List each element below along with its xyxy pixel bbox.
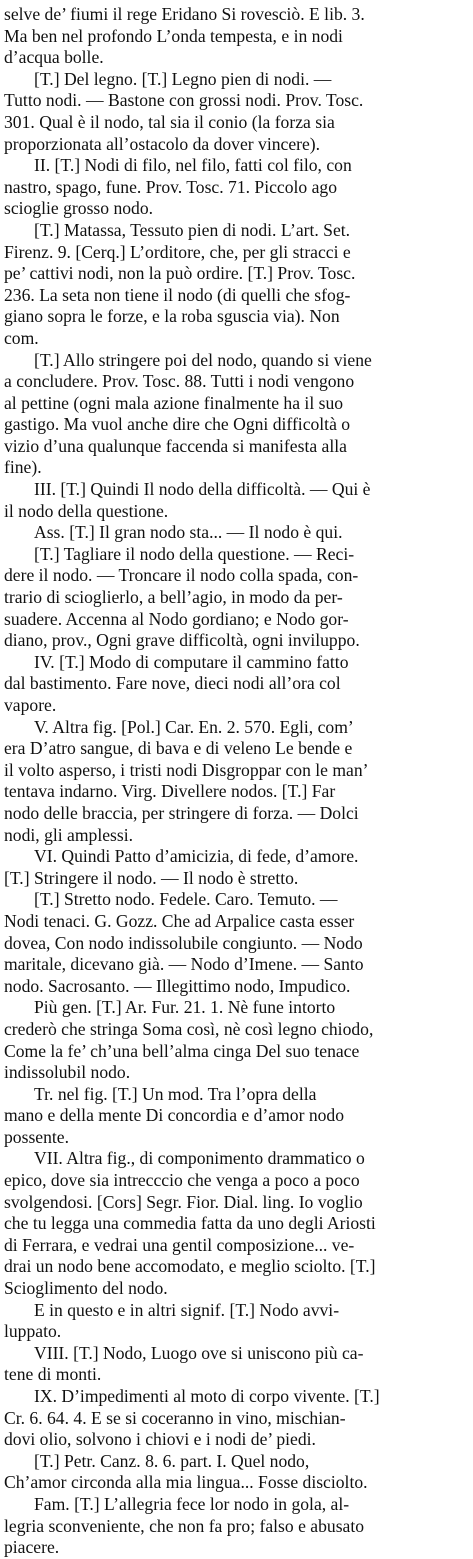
text-line: suadere. Accenna al Nodo gordiano; e Nodo gor- xyxy=(4,608,349,629)
text-line: il nodo della questione. xyxy=(4,500,169,521)
text-line: Fam. [T.] L’allegria fece lor nodo in gola, al- xyxy=(34,1493,350,1514)
text-line: diano, prov., Ogni grave difficoltà, ogni inviluppo. xyxy=(4,630,360,651)
text-line: nodi, gli amplessi. xyxy=(4,824,134,845)
text-line: indissolubil nodo. xyxy=(4,1062,131,1083)
text-line: vizio d’una qualunque faccenda si manifesta alla xyxy=(4,435,347,456)
text-line: a concludere. Prov. Tosc. 88. Tutti i nodi vengono xyxy=(4,371,355,392)
text-line: [T.] Matassa, Tessuto pien di nodi. L’art. Set. xyxy=(34,219,351,240)
text-line: nodo. Sacrosanto. — Illegittimo nodo, Impudico. xyxy=(4,975,351,996)
text-line: gastigo. Ma vuol anche dire che Ogni difficoltà o xyxy=(4,414,351,435)
text-line: Cr. 6. 64. 4. E se si coceranno in vino, mischian- xyxy=(4,1407,346,1428)
text-line: possente. xyxy=(4,1126,69,1147)
text-line: IX. D’impedimenti al moto di corpo vivente. [T.] xyxy=(34,1386,380,1406)
text-line: Firenz. 9. [Cerq.] L’orditore, che, per gli stracci e xyxy=(4,241,351,262)
text-line: Ch’amor circonda alla mia lingua... Fosse disciolto. xyxy=(4,1472,368,1493)
text-line: era D’atro sangue, di bava e di veleno Le bende e xyxy=(4,738,353,759)
text-line: com. xyxy=(4,327,39,348)
text-line: E in questo e in altri signif. [T.] Nodo avvi- xyxy=(34,1299,340,1320)
text-line: fine). xyxy=(4,457,42,478)
text-line: pe’ cattivi nodi, non la può ordire. [T.] Prov. Tosc. xyxy=(4,263,356,284)
text-line: il volto asperso, i tristi nodi Disgroppar con le man’ xyxy=(4,759,369,780)
text-line: Scioglimento del nodo. xyxy=(4,1278,168,1299)
text-line: VIII. [T.] Nodo, Luogo ove si uniscono più ca- xyxy=(34,1342,364,1363)
text-line: luppato. xyxy=(4,1321,62,1342)
text-line: piacere. xyxy=(4,1537,60,1558)
text-line: giano sopra le forze, e la roba sguscia via). Non xyxy=(4,306,340,327)
text-line: proporzionata all’ostacolo da dover vincere). xyxy=(4,133,321,154)
text-line: dal bastimento. Fare nove, dieci nodi all’ora col xyxy=(4,673,341,694)
text-line: che tu legga una commedia fatta da uno degli Ariosti xyxy=(4,1213,376,1234)
text-line: tene di monti. xyxy=(4,1364,102,1385)
text-line: dovi olio, solvono i chiovi e i nodi de’ piedi. xyxy=(4,1429,316,1450)
text-line: maritale, dicevano già. — Nodo d’Imene. — Santo xyxy=(4,954,364,975)
text-line: [T.] Stringere il nodo. — Il nodo è stretto. xyxy=(4,867,299,888)
text-line: nodo delle braccia, per stringere di forza. — Dolci xyxy=(4,802,359,823)
text-line: svolgendosi. [Cors] Segr. Fior. Dial. ling. Io voglio xyxy=(4,1191,363,1212)
text-line: scioglie grosso nodo. xyxy=(4,198,154,219)
text-line: [T.] Tagliare il nodo della questione. — Reci- xyxy=(34,543,355,564)
text-line: Ass. [T.] Il gran nodo sta... — Il nodo è qui. xyxy=(34,522,343,543)
text-line: VII. Altra fig., di componimento drammatico o xyxy=(34,1148,365,1169)
text-line: selve de’ fiumi il rege Eridano Si rovesciò. E lib. 3. xyxy=(4,4,365,24)
text-line: VI. Quindi Patto d’amicizia, di fede, d’amore. xyxy=(34,846,359,867)
text-line: di Ferrara, e vedrai una gentil composizione... ve- xyxy=(4,1234,355,1255)
text-line: legria sconveniente, che non fa pro; falso e abusato xyxy=(4,1515,365,1536)
text-line: Tutto nodi. — Bastone con grossi nodi. Prov. Tosc. xyxy=(4,90,364,111)
text-line: dere il nodo. — Troncare il nodo colla spada, con- xyxy=(4,565,359,586)
text-line: [T.] Allo stringere poi del nodo, quando si viene xyxy=(34,349,372,370)
text-line: 301. Qual è il nodo, tal sia il conio (la forza sia xyxy=(4,111,335,132)
text-line: V. Altra fig. [Pol.] Car. En. 2. 570. Egli, com’ xyxy=(34,716,354,737)
text-line: Ma ben nel profondo L’onda tempesta, e in nodi xyxy=(4,25,343,46)
text-line: III. [T.] Quindi Il nodo della difficoltà. — Qui è xyxy=(34,479,371,500)
text-line: Più gen. [T.] Ar. Fur. 21. 1. Nè fune intorto xyxy=(34,997,336,1018)
text-line: trario di scioglierlo, a bell’agio, in modo da per- xyxy=(4,587,343,608)
text-line: d’acqua bolle. xyxy=(4,47,104,68)
text-line: crederò che stringa Soma così, nè così legno chiodo, xyxy=(4,1018,374,1039)
text-line: IV. [T.] Modo di computare il cammino fatto xyxy=(34,651,349,672)
text-line: dovea, Con nodo indissolubile congiunto. — Nodo xyxy=(4,932,363,953)
text-line: al pettine (ogni mala azione finalmente ha il suo xyxy=(4,392,344,413)
text-line: 236. La seta non tiene il nodo (di quelli che sfog- xyxy=(4,284,351,305)
text-line: vapore. xyxy=(4,695,57,715)
text-line: nastro, spago, fune. Prov. Tosc. 71. Piccolo ago xyxy=(4,176,338,197)
text-line: drai un nodo bene accomodato, e meglio sciolto. [T.] xyxy=(4,1256,376,1277)
text-line: Tr. nel fig. [T.] Un mod. Tra l’opra della xyxy=(34,1083,317,1104)
text-line: [T.] Del legno. [T.] Legno pien di nodi. — xyxy=(34,68,332,89)
text-line: mano e della mente Di concordia e d’amor nodo xyxy=(4,1105,345,1126)
text-line: epico, dove sia intrecccio che venga a poco a poco xyxy=(4,1170,360,1191)
text-line: tentava indarno. Virg. Divellere nodos. [T.] Far xyxy=(4,781,336,802)
text-line: [T.] Stretto nodo. Fedele. Caro. Temuto. — xyxy=(34,889,338,910)
text-line: Come la fe’ ch’una bell’alma cinga Del suo tenace xyxy=(4,1040,360,1061)
text-line: Nodi tenaci. G. Gozz. Che ad Arpalice casta esser xyxy=(4,910,355,931)
text-line: II. [T.] Nodi di filo, nel filo, fatti col filo, con xyxy=(34,155,352,176)
text-line: [T.] Petr. Canz. 8. 6. part. I. Quel nodo, xyxy=(34,1450,310,1471)
